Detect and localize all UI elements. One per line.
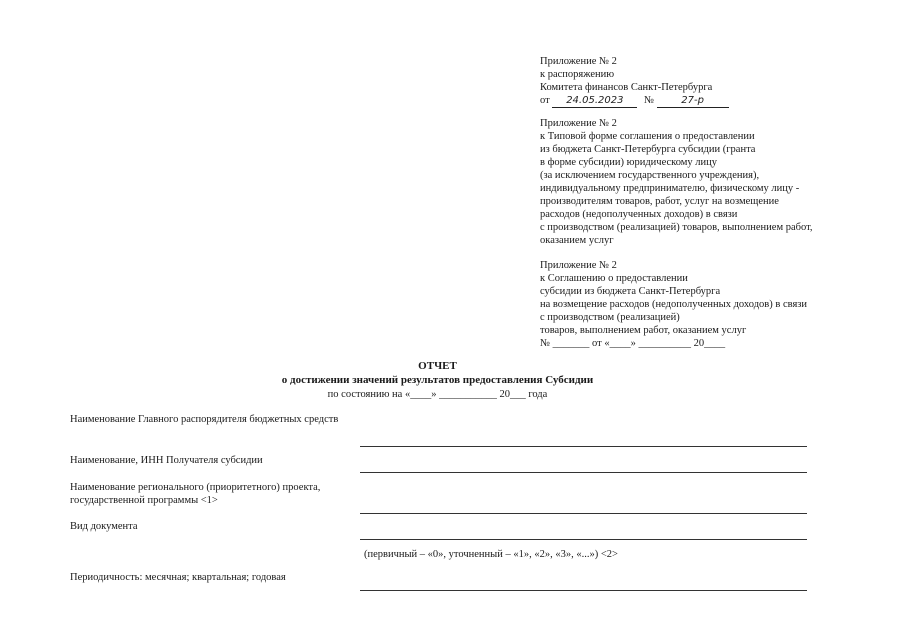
appendix-typical-form-block	[540, 117, 890, 247]
document-type-field-line[interactable]	[360, 539, 807, 540]
periodicity-field-line[interactable]	[360, 590, 807, 591]
report-as-of-date: по состоянию на «____» ___________ 20___ года	[327, 389, 548, 400]
appendix-order-block	[540, 55, 890, 108]
appendix-typical-form-line: расходов (недополученных доходов) в связи	[540, 209, 738, 220]
recipient-label: Наименование, ИНН Получателя субсидии	[70, 455, 263, 466]
appendix-typical-form-line: в форме субсидии) юридическому лицу	[540, 157, 718, 168]
appendix-order-title: Приложение № 2	[540, 56, 617, 67]
document-type-hint: (первичный – «0», уточненный – «1», «2», «3», «...») <2>	[364, 549, 618, 560]
main-manager-field-line[interactable]	[360, 446, 807, 447]
appendix-agreement-line: на возмещение расходов (недополученных доходов) в связи	[540, 299, 808, 310]
appendix-agreement-title: Приложение № 2	[540, 260, 617, 271]
appendix-agreement-line: товаров, выполнением работ, оказанием услуг	[540, 325, 747, 336]
agreement-number-line: № _______ от «____» __________ 20____	[540, 338, 726, 349]
project-field-line[interactable]	[360, 513, 807, 514]
from-label: от	[540, 95, 550, 106]
appendix-typical-form-line: из бюджета Санкт-Петербурга субсидии (гранта	[540, 144, 756, 155]
handwritten-date: 24.05.2023	[552, 95, 637, 108]
appendix-agreement-line: с производством (реализацией)	[540, 312, 680, 323]
appendix-order-line2: Комитета финансов Санкт-Петербурга	[540, 82, 713, 93]
report-subtitle: о достижении значений результатов предоставления Субсидии	[281, 374, 594, 386]
number-label: №	[643, 95, 654, 106]
handwritten-number: 27-р	[657, 95, 729, 108]
periodicity-label: Периодичность: месячная; квартальная; годовая	[70, 572, 286, 583]
appendix-typical-form-line: к Типовой форме соглашения о предоставлении	[540, 131, 755, 142]
appendix-typical-form-line: индивидуальному предпринимателю, физическому лицу -	[540, 183, 800, 194]
appendix-typical-form-line: производителям товаров, работ, услуг на возмещение	[540, 196, 779, 207]
appendix-order-line1: к распоряжению	[540, 69, 615, 80]
appendix-agreement-line: к Соглашению о предоставлении	[540, 273, 688, 284]
recipient-field-line[interactable]	[360, 472, 807, 473]
appendix-typical-form-line: (за исключением государственного учреждения),	[540, 170, 760, 181]
appendix-typical-form-line: оказанием услуг	[540, 235, 614, 246]
appendix-typical-form-line: с производством (реализацией) товаров, выполнением работ,	[540, 222, 813, 233]
appendix-agreement-block	[540, 259, 890, 350]
document-type-label: Вид документа	[70, 521, 138, 532]
main-manager-label: Наименование Главного распорядителя бюджетных средств	[70, 414, 339, 425]
report-title: ОТЧЕТ	[418, 360, 457, 372]
project-label: Наименование регионального (приоритетного) проекта, государственной программы <1>	[70, 482, 321, 506]
appendix-order-date-line	[540, 94, 890, 108]
appendix-typical-form-title: Приложение № 2	[540, 118, 617, 129]
appendix-agreement-line: субсидии из бюджета Санкт-Петербурга	[540, 286, 721, 297]
